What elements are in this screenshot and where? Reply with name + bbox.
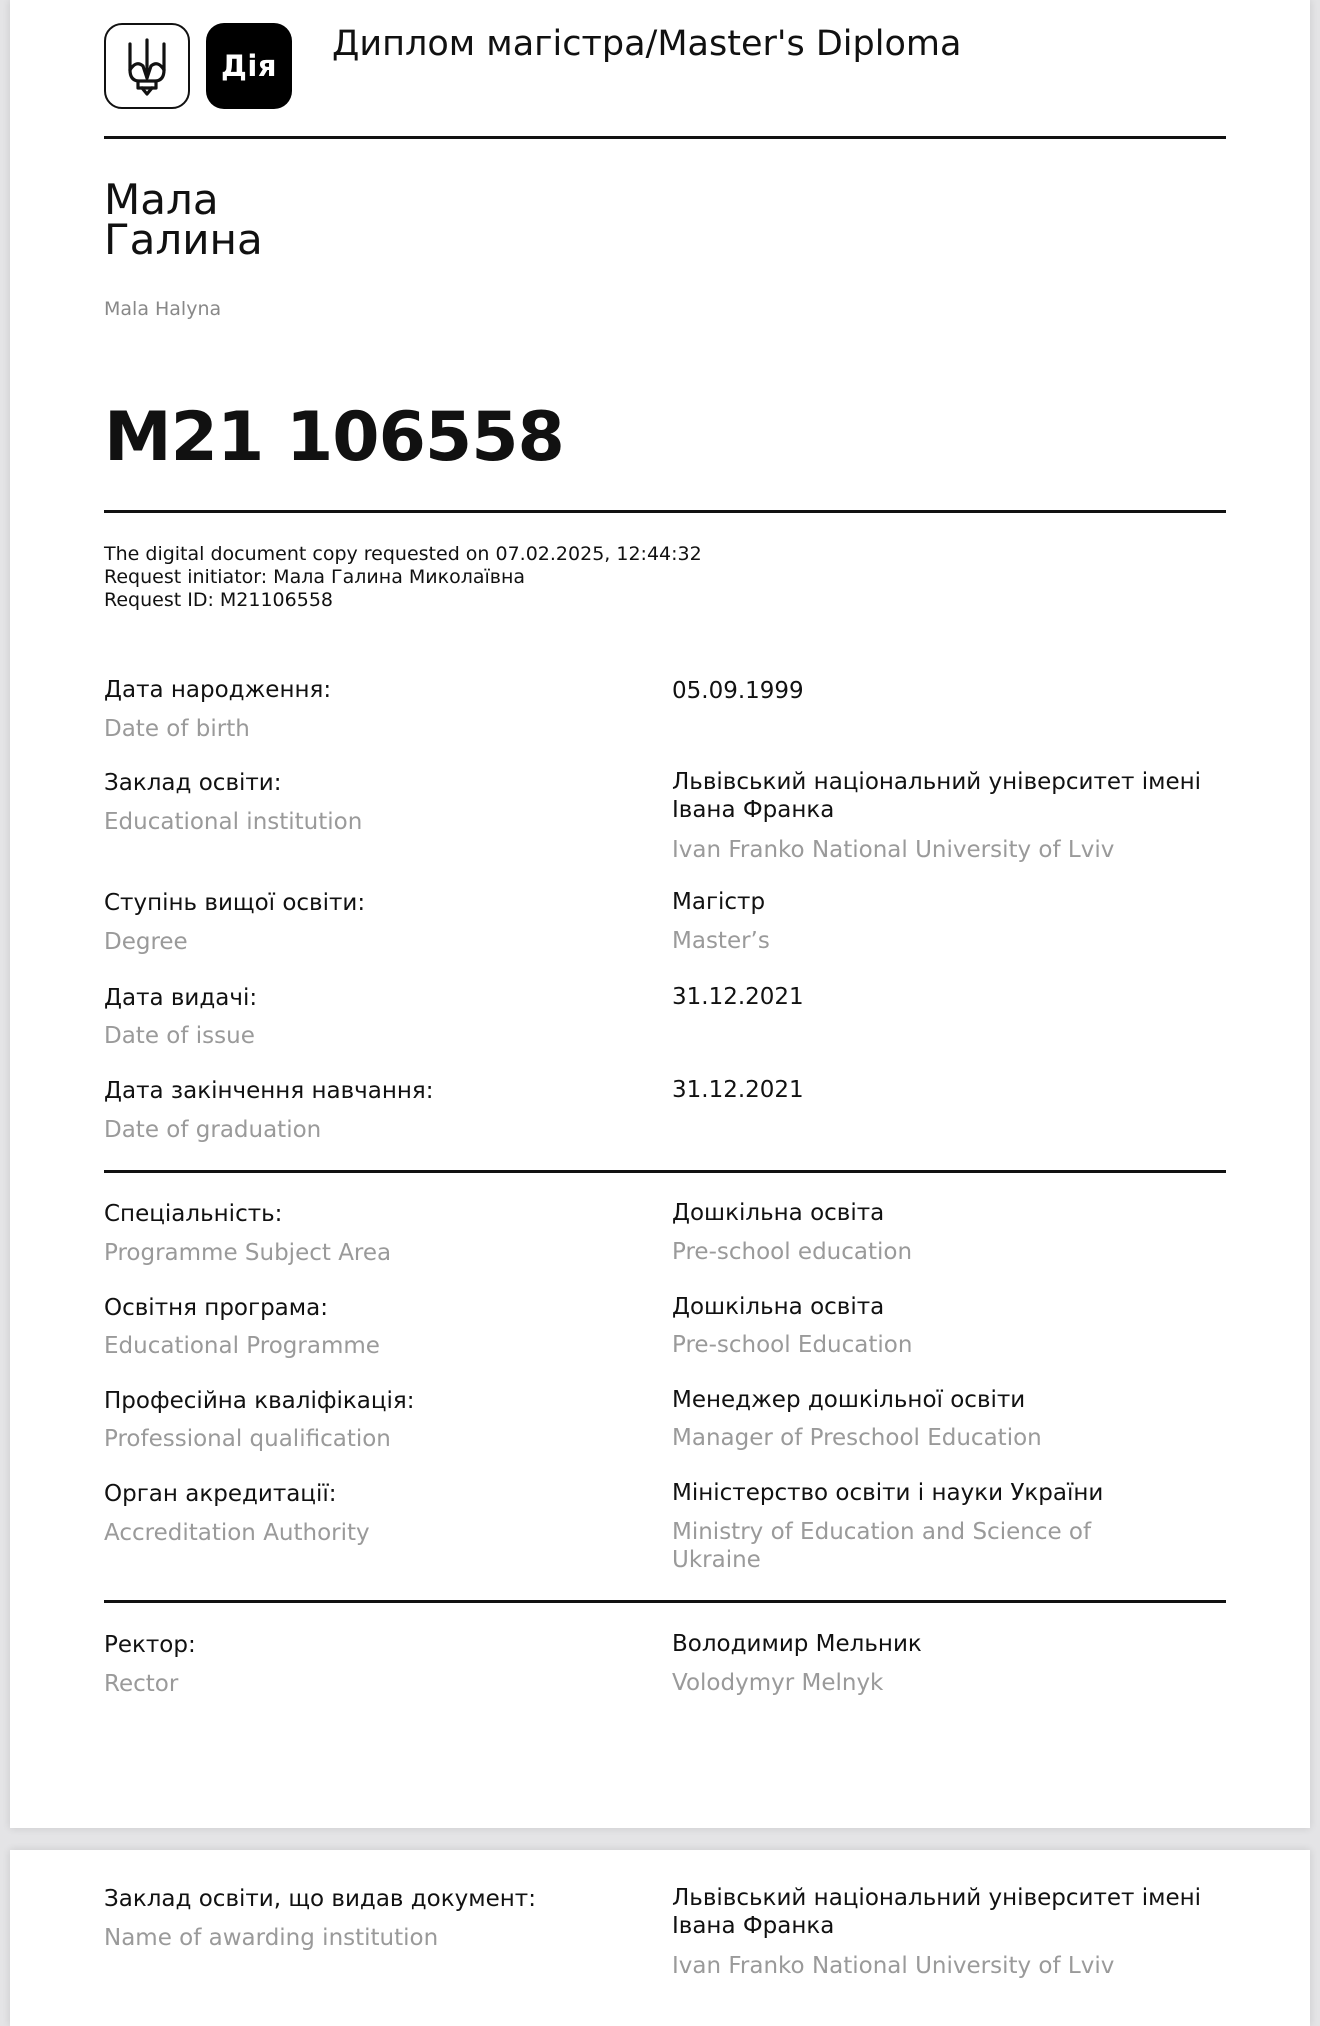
field-value-awarding-institution: Львівський національний університет імені Івана Франка	[672, 1885, 1202, 1939]
field-value-accreditation: Міністерство освіти і науки України	[672, 1480, 1104, 1506]
field-label-en-rector: Rector	[104, 1671, 179, 1697]
field-label-date-of-issue: Дата видачі:	[104, 985, 258, 1011]
field-value-date-of-graduation: 31.12.2021	[672, 1077, 804, 1103]
divider	[104, 136, 1226, 139]
field-value-en-programme: Pre-school Education	[672, 1332, 913, 1358]
coat-of-arms-logo	[104, 23, 190, 109]
field-value-institution: Львівський національний університет імені Івана Франка	[672, 769, 1202, 823]
field-label-en-institution: Educational institution	[104, 809, 363, 835]
request-initiator: Request initiator: Мала Галина Миколаївна	[104, 566, 526, 588]
holder-surname: Мала	[104, 175, 219, 224]
field-label-en-date-of-graduation: Date of graduation	[104, 1117, 322, 1143]
field-value-en-awarding-institution: Ivan Franko National University of Lviv	[672, 1953, 1115, 1979]
field-value-en-rector: Volodymyr Melnyk	[672, 1670, 884, 1696]
field-value-en-institution: Ivan Franko National University of Lviv	[672, 837, 1115, 863]
field-value-en-accreditation: Ministry of Education and Science of Ukraine	[672, 1519, 1092, 1573]
document-number: M21 106558	[104, 398, 564, 477]
holder-latin-name: Mala Halyna	[104, 298, 222, 320]
field-value-en-degree: Master’s	[672, 928, 770, 954]
field-value-en-qualification: Manager of Preschool Education	[672, 1425, 1042, 1451]
field-value-rector: Володимир Мельник	[672, 1631, 922, 1657]
field-label-en-accreditation: Accreditation Authority	[104, 1520, 370, 1546]
field-value-qualification: Менеджер дошкільної освіти	[672, 1387, 1026, 1413]
holder-given-name: Галина	[104, 215, 263, 264]
field-value-date-of-birth: 05.09.1999	[672, 678, 804, 704]
field-label-degree: Ступінь вищої освіти:	[104, 890, 366, 916]
field-label-qualification: Професійна кваліфікація:	[104, 1388, 415, 1414]
field-label-subject-area: Спеціальність:	[104, 1201, 283, 1227]
trident-icon	[124, 36, 170, 96]
field-label-accreditation: Орган акредитації:	[104, 1481, 337, 1507]
field-label-en-subject-area: Programme Subject Area	[104, 1240, 392, 1266]
field-label-institution: Заклад освіти:	[104, 770, 282, 796]
field-label-en-degree: Degree	[104, 929, 188, 955]
field-label-date-of-birth: Дата народження:	[104, 677, 332, 703]
field-label-en-date-of-birth: Date of birth	[104, 716, 250, 742]
diia-logo: Дія	[206, 23, 292, 109]
document-title: Диплом магістра/Master's Diploma	[332, 24, 962, 64]
field-value-subject-area: Дошкільна освіта	[672, 1200, 885, 1226]
field-label-programme: Освітня програма:	[104, 1295, 328, 1321]
diploma-page-1	[10, 0, 1310, 1828]
divider	[104, 510, 1226, 513]
field-value-en-subject-area: Pre-school education	[672, 1239, 913, 1265]
field-label-en-programme: Educational Programme	[104, 1333, 380, 1359]
diploma-page-2	[10, 1850, 1310, 2026]
request-meta	[104, 543, 702, 612]
request-id: Request ID: M21106558	[104, 589, 333, 611]
request-date: The digital document copy requested on 07.02.2025, 12:44:32	[104, 543, 702, 565]
divider	[104, 1600, 1226, 1603]
field-label-en-date-of-issue: Date of issue	[104, 1023, 255, 1049]
field-label-date-of-graduation: Дата закінчення навчання:	[104, 1078, 434, 1104]
field-value-degree: Магістр	[672, 889, 766, 915]
divider	[104, 1170, 1226, 1173]
field-label-en-qualification: Professional qualification	[104, 1426, 391, 1452]
field-label-awarding-institution: Заклад освіти, що видав документ:	[104, 1886, 536, 1912]
field-value-date-of-issue: 31.12.2021	[672, 984, 804, 1010]
field-value-programme: Дошкільна освіта	[672, 1294, 885, 1320]
field-label-en-awarding-institution: Name of awarding institution	[104, 1925, 439, 1951]
field-label-rector: Ректор:	[104, 1632, 196, 1658]
